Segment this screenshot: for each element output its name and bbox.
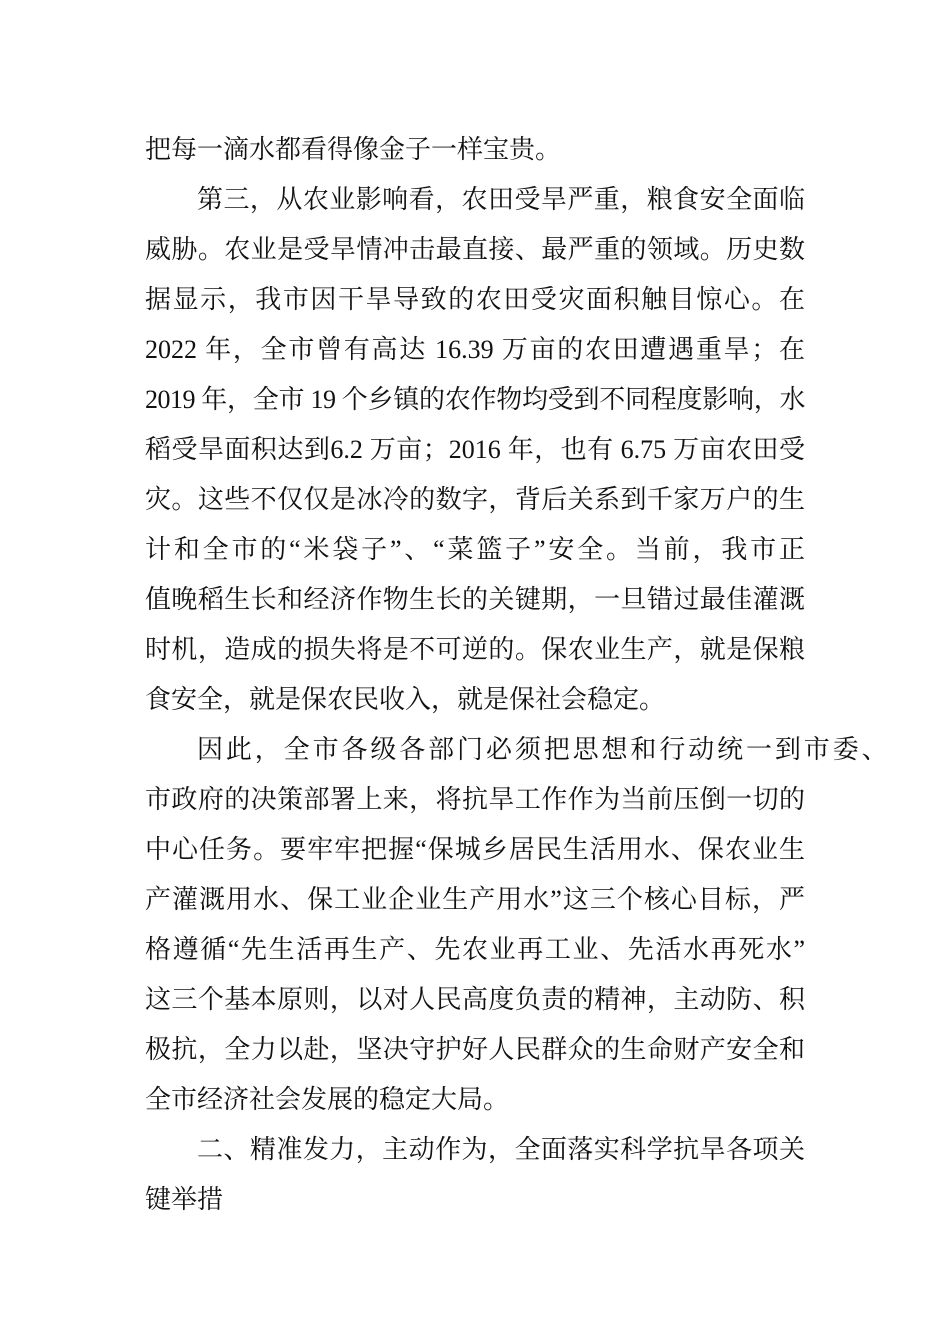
text-line: 二、精准发力，主动作为，全面落实科学抗旱各项关 xyxy=(197,1135,805,1164)
text-line: 2022 年，全市曾有高达 16.39 万亩的农田遭遇重旱；在 xyxy=(145,335,805,364)
text-line: 把每一滴水都看得像金子一样宝贵。 xyxy=(145,135,562,164)
text-line: 计和全市的“米袋子”、“菜篮子”安全。当前，我市正 xyxy=(145,535,805,564)
text-line: 中心任务。要牢牢把握“保城乡居民生活用水、保农业生 xyxy=(145,835,805,864)
text-line: 2019 年，全市 19 个乡镇的农作物均受到不同程度影响，水 xyxy=(145,385,805,414)
text-line: 键举措 xyxy=(145,1185,224,1214)
body-text xyxy=(145,125,887,1225)
text-line: 产灌溉用水、保工业企业生产用水”这三个核心目标，严 xyxy=(145,885,805,914)
text-line: 这三个基本原则，以对人民高度负责的精神，主动防、积 xyxy=(145,985,805,1014)
text-line: 时机，造成的损失将是不可逆的。保农业生产，就是保粮 xyxy=(145,635,805,664)
text-line: 市政府的决策部署上来，将抗旱工作作为当前压倒一切的 xyxy=(145,785,805,814)
paragraph-unified-action xyxy=(145,725,887,1125)
section-heading-two xyxy=(145,1125,805,1225)
text-line: 极抗，全力以赴，坚决守护好人民群众的生命财产安全和 xyxy=(145,1035,805,1064)
text-line: 灾。这些不仅仅是冰冷的数字，背后关系到千家万户的生 xyxy=(145,485,805,514)
text-line: 全市经济社会发展的稳定大局。 xyxy=(145,1085,510,1114)
text-line: 食安全，就是保农民收入，就是保社会稳定。 xyxy=(145,685,666,714)
paragraph-water-conservation xyxy=(145,125,805,175)
paragraph-agriculture-impact xyxy=(145,175,805,725)
text-line: 格遵循“先生活再生产、先农业再工业、先活水再死水” xyxy=(145,935,805,964)
text-line: 值晚稻生长和经济作物生长的关键期，一旦错过最佳灌溉 xyxy=(145,585,805,614)
text-line: 第三，从农业影响看，农田受旱严重，粮食安全面临 xyxy=(197,185,805,214)
text-line: 威胁。农业是受旱情冲击最直接、最严重的领域。历史数 xyxy=(145,235,805,264)
text-line: 稻受旱面积达到6.2 万亩；2016 年，也有 6.75 万亩农田受 xyxy=(145,435,805,464)
text-line: 因此，全市各级各部门必须把思想和行动统一到市委、 xyxy=(197,735,887,764)
text-line: 据显示，我市因干旱导致的农田受灾面积触目惊心。在 xyxy=(145,285,805,314)
